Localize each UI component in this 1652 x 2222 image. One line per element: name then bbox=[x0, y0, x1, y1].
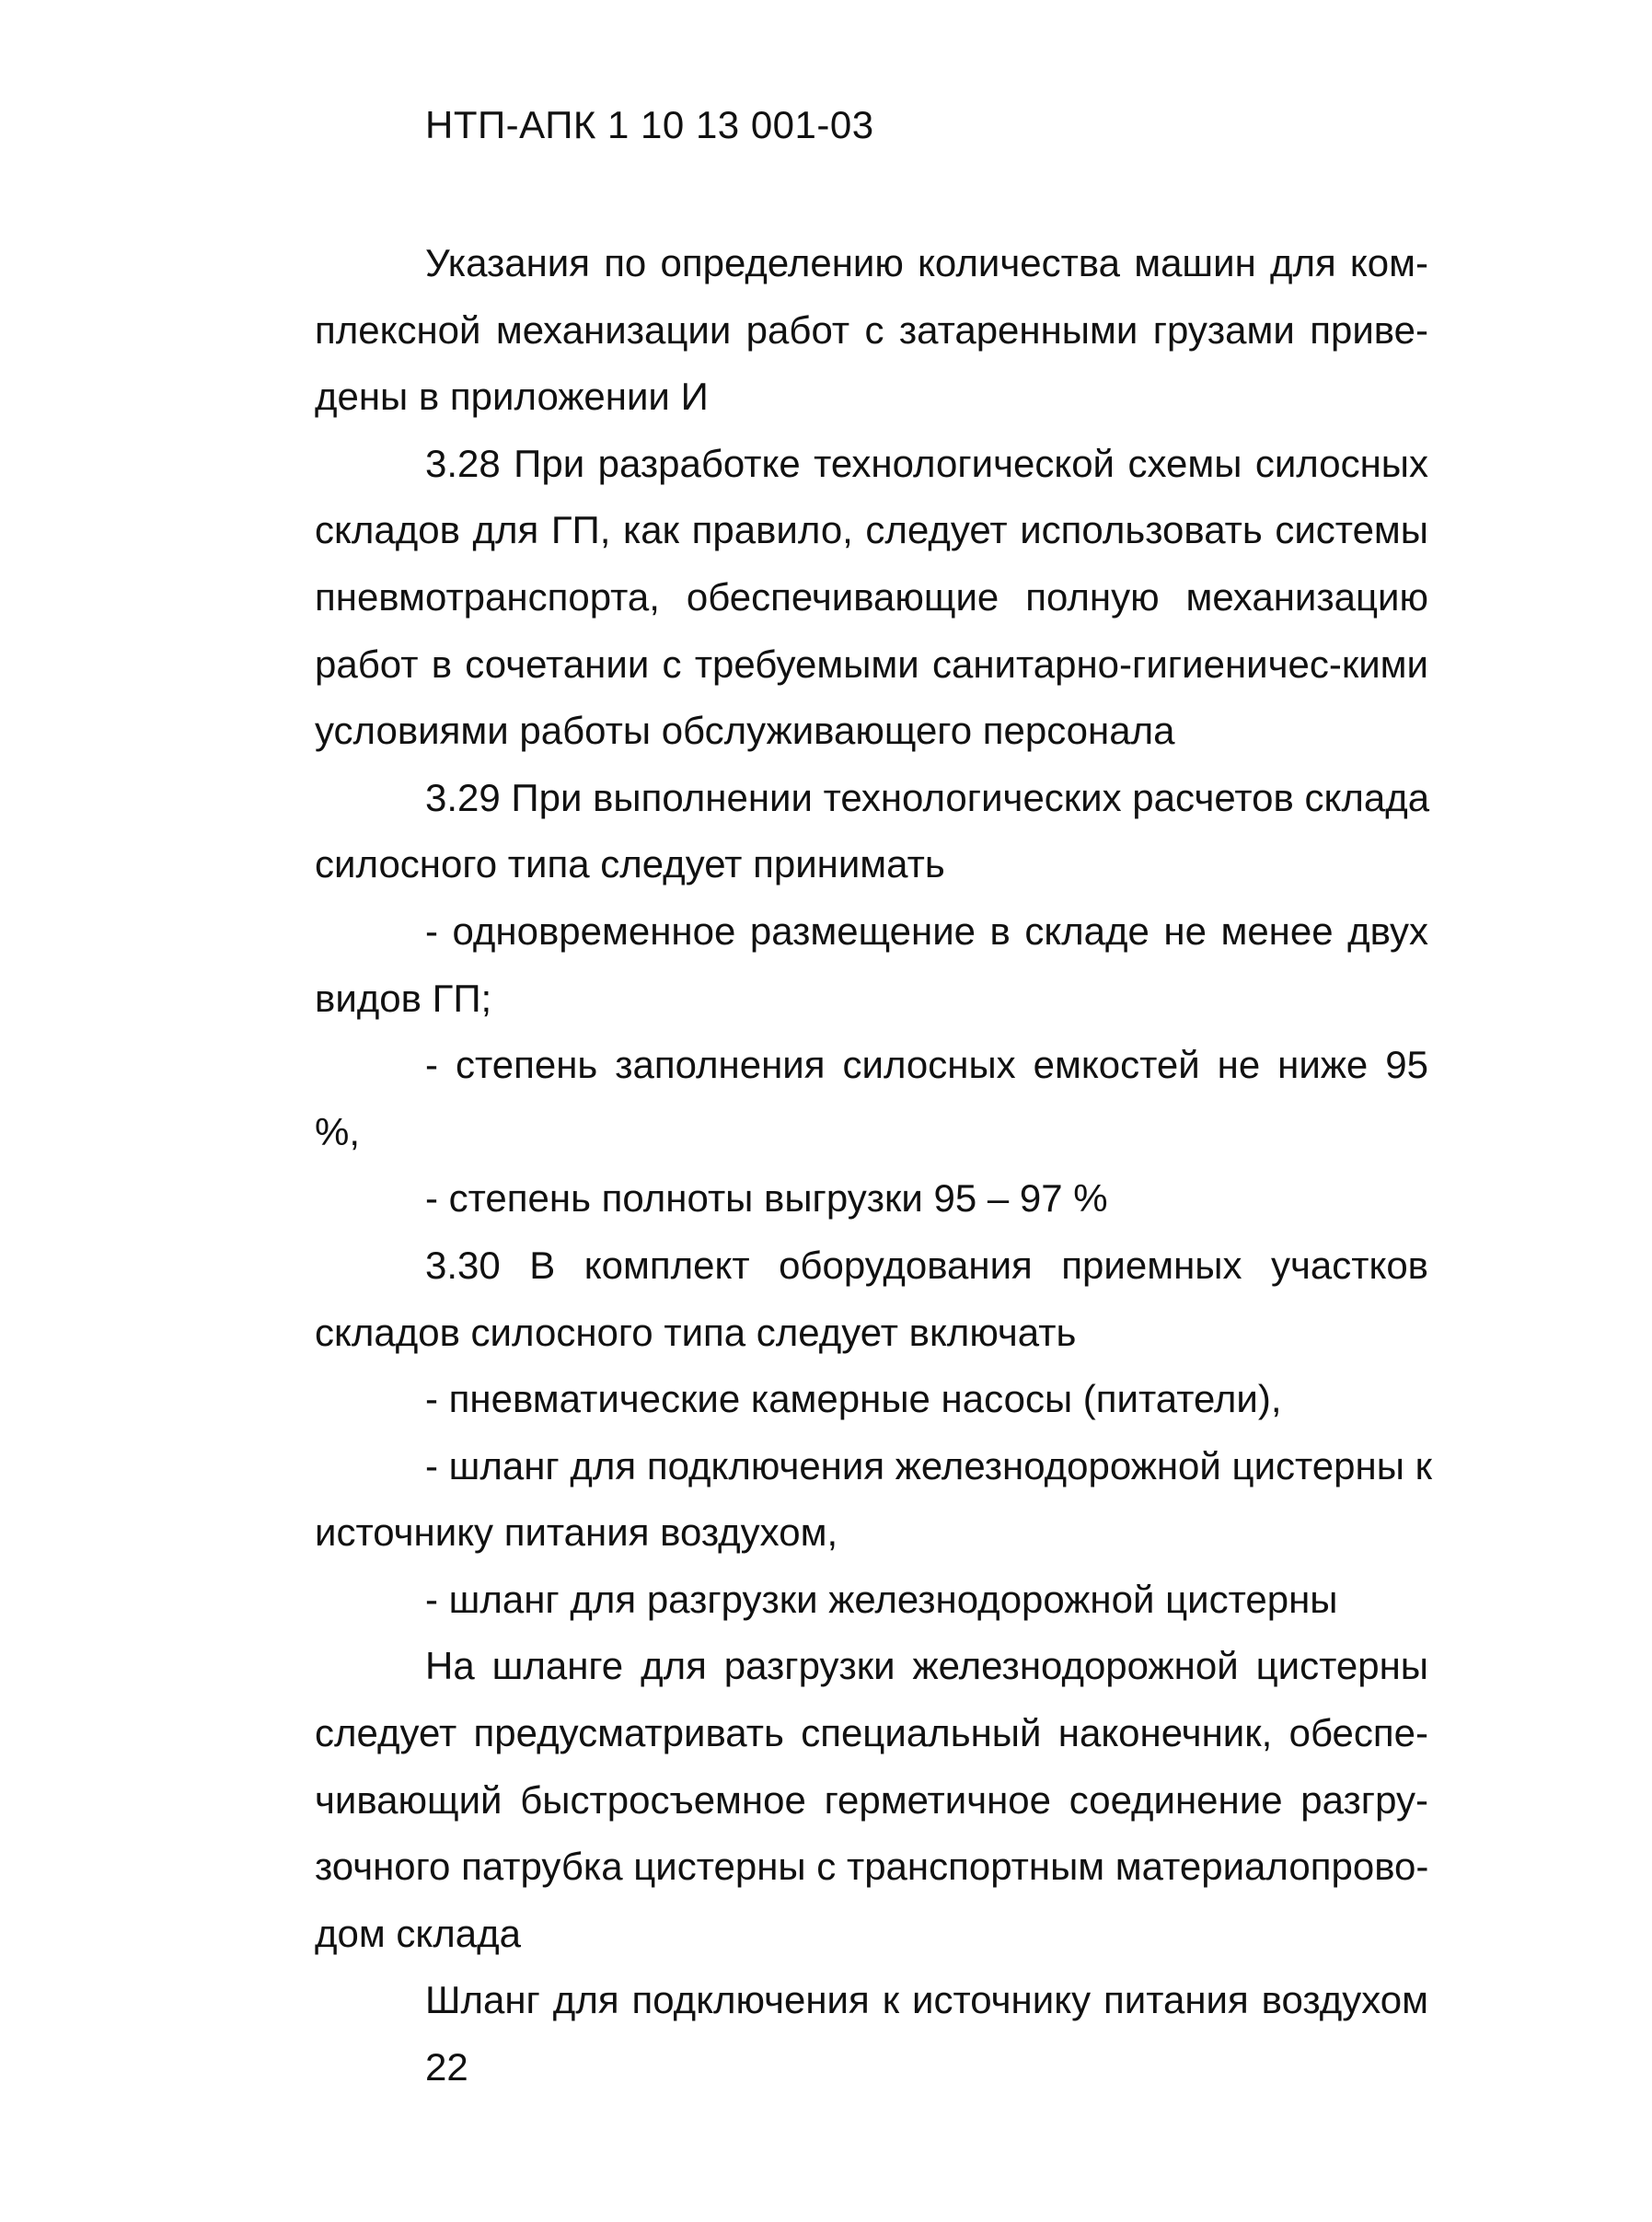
text-line: складов для ГП, как правило, следует использовать системы bbox=[315, 508, 1428, 552]
document-code-header: НТП-АПК 1 10 13 001-03 bbox=[425, 103, 874, 146]
text-line: зочного патрубка цистерны с транспортным материалопрово- bbox=[315, 1845, 1429, 1889]
text-line: - пневматические камерные насосы (питатели), bbox=[425, 1377, 1282, 1421]
text-line: следует предусматривать специальный наконечник, обеспе- bbox=[315, 1711, 1428, 1755]
text-line: чивающий быстросъемное герметичное соединение разгру- bbox=[315, 1777, 1428, 1822]
text-line: - одновременное размещение в складе не менее двух bbox=[425, 908, 1428, 953]
text-line: силосного типа следует принимать bbox=[315, 842, 945, 886]
text-line: плексной механизации работ с затаренными грузами приве- bbox=[315, 307, 1428, 352]
page-number: 22 bbox=[425, 2045, 468, 2089]
text-line: 3.28 При разработке технологической схемы силосных bbox=[425, 441, 1428, 485]
text-line: На шланге для разгрузки железнодорожной цистерны bbox=[425, 1644, 1428, 1688]
text-line: дены в приложении И bbox=[315, 375, 709, 419]
text-line: видов ГП; bbox=[315, 976, 492, 1020]
text-line: Указания по определению количества машин для ком- bbox=[425, 241, 1428, 284]
text-line: - шланг для разгрузки железнодорожной цистерны bbox=[425, 1577, 1338, 1621]
text-line: - степень заполнения силосных емкостей не ниже 95 bbox=[425, 1043, 1428, 1087]
text-line: складов силосного типа следует включать bbox=[315, 1310, 1077, 1354]
body-text bbox=[315, 230, 1432, 2034]
text-line: - степень полноты выгрузки 95 – 97 % bbox=[425, 1176, 1108, 1221]
text-line: 3.29 При выполнении технологических расчетов склада bbox=[425, 775, 1430, 819]
text-line: %, bbox=[315, 1109, 361, 1153]
text-line: Шланг для подключения к источнику питания воздухом bbox=[425, 1978, 1428, 2022]
text-line: дом склада bbox=[315, 1911, 521, 1955]
text-line: - шланг для подключения железнодорожной цистерны к bbox=[425, 1443, 1432, 1487]
text-line: 3.30 В комплект оборудования приемных участков bbox=[425, 1243, 1428, 1287]
text-line: условиями работы обслуживающего персонала bbox=[315, 709, 1175, 753]
text-line: работ в сочетании с требуемыми санитарно-гигиеничес-кими bbox=[315, 642, 1428, 686]
text-line: источнику питания воздухом, bbox=[315, 1510, 838, 1555]
text-line: пневмотранспорта, обеспечивающие полную механизацию bbox=[315, 574, 1428, 619]
